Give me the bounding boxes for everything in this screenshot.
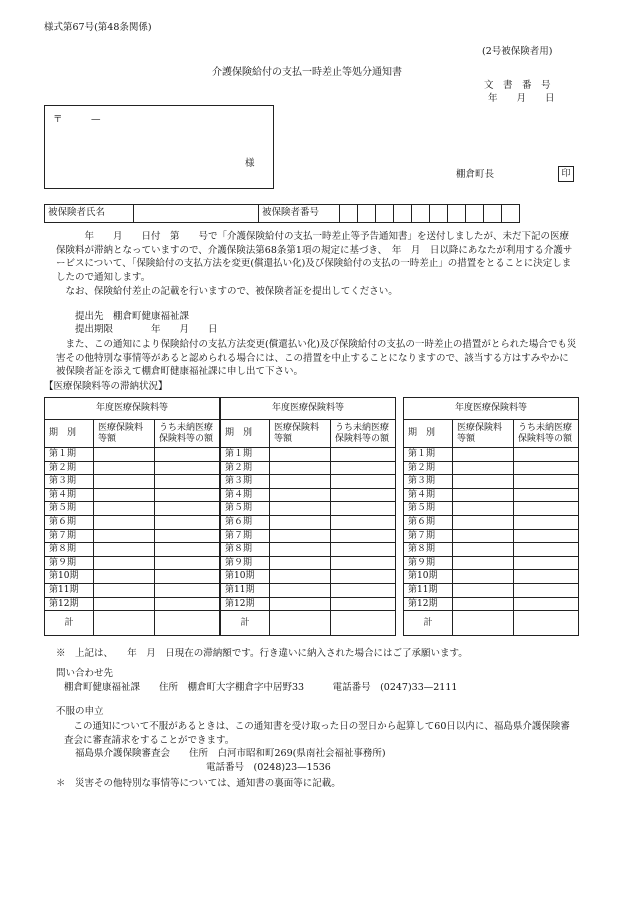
premium-cell xyxy=(94,543,155,557)
table-row xyxy=(221,475,396,489)
period-label: 第１期 xyxy=(45,448,94,462)
table-row xyxy=(404,597,579,611)
seal-mark: 印 xyxy=(558,166,574,182)
table-row xyxy=(404,543,579,557)
honorific: 様 xyxy=(245,158,255,169)
unpaid-cell xyxy=(155,515,220,529)
table-row xyxy=(45,583,220,597)
premium-cell xyxy=(453,515,514,529)
table-row xyxy=(404,529,579,543)
table-row xyxy=(404,502,579,516)
period-label: 第11期 xyxy=(45,583,94,597)
period-label: 第３期 xyxy=(221,475,270,489)
table-row xyxy=(404,461,579,475)
unpaid-cell xyxy=(155,597,220,611)
insured-name-label: 被保険者氏名 xyxy=(45,205,134,223)
table-row xyxy=(221,570,396,584)
table-row xyxy=(45,543,220,557)
table-row xyxy=(221,488,396,502)
period-header: 期 別 xyxy=(45,420,94,448)
period-label: 第４期 xyxy=(45,488,94,502)
total-label: 計 xyxy=(45,611,94,636)
unpaid-cell xyxy=(331,543,396,557)
premium-cell xyxy=(94,570,155,584)
premium-cell xyxy=(453,597,514,611)
unpaid-cell xyxy=(155,488,220,502)
footnote: ＊ 災害その他特別な事情等については、通知書の裏面等に記載。 xyxy=(56,778,341,789)
year-header: 年度医療保険料等 xyxy=(404,398,579,420)
premium-cell xyxy=(94,502,155,516)
period-label: 第２期 xyxy=(45,461,94,475)
unpaid-cell xyxy=(331,529,396,543)
period-label: 第１期 xyxy=(221,448,270,462)
page-title: 介護保険給付の支払一時差止等処分通知書 xyxy=(212,67,402,78)
premium-header: 医療保険料等額 xyxy=(270,420,331,448)
unpaid-cell xyxy=(331,448,396,462)
premium-cell xyxy=(453,583,514,597)
table-row xyxy=(404,570,579,584)
premium-header: 医療保険料等額 xyxy=(94,420,155,448)
total-label: 計 xyxy=(221,611,270,636)
insured-info-table xyxy=(44,204,520,223)
period-label: 第９期 xyxy=(45,556,94,570)
period-label: 第４期 xyxy=(404,488,453,502)
premium-cell xyxy=(453,529,514,543)
table-row xyxy=(45,488,220,502)
unpaid-header: うち未納医療保険料等の額 xyxy=(514,420,579,448)
table-row xyxy=(221,597,396,611)
unpaid-cell xyxy=(331,583,396,597)
period-label: 第10期 xyxy=(221,570,270,584)
unpaid-cell xyxy=(331,475,396,489)
period-label: 第10期 xyxy=(45,570,94,584)
table-row xyxy=(221,448,396,462)
issue-date: 年 月 日 xyxy=(488,93,555,104)
premium-cell xyxy=(270,583,331,597)
unpaid-cell xyxy=(514,488,579,502)
period-label: 第８期 xyxy=(404,543,453,557)
table-row xyxy=(45,515,220,529)
unpaid-cell xyxy=(155,448,220,462)
unpaid-cell xyxy=(331,502,396,516)
premium-cell xyxy=(94,461,155,475)
period-header: 期 別 xyxy=(404,420,453,448)
unpaid-cell xyxy=(514,597,579,611)
appeal-phone: 電話番号 (0248)23—1536 xyxy=(206,762,331,773)
period-label: 第12期 xyxy=(404,597,453,611)
period-label: 第９期 xyxy=(404,556,453,570)
appeal-text: この通知について不服があるときは、この通知書を受け取った日の翌日から起算して60日以内に、福島県介護保険審査会に審査請求をすることができます。 xyxy=(64,721,570,746)
premium-cell xyxy=(270,543,331,557)
period-label: 第11期 xyxy=(404,583,453,597)
unpaid-cell xyxy=(155,529,220,543)
arrears-table xyxy=(44,397,220,636)
period-header: 期 別 xyxy=(221,420,270,448)
premium-cell xyxy=(270,597,331,611)
period-label: 第８期 xyxy=(221,543,270,557)
unpaid-cell xyxy=(514,570,579,584)
premium-cell xyxy=(94,475,155,489)
unpaid-cell xyxy=(514,502,579,516)
period-label: 第５期 xyxy=(404,502,453,516)
table-row xyxy=(404,556,579,570)
period-label: 第２期 xyxy=(404,461,453,475)
period-label: 第12期 xyxy=(221,597,270,611)
period-label: 第５期 xyxy=(221,502,270,516)
table-row xyxy=(404,448,579,462)
premium-cell xyxy=(270,448,331,462)
unpaid-cell xyxy=(514,543,579,557)
premium-cell xyxy=(453,475,514,489)
premium-cell xyxy=(270,475,331,489)
postal-code: 〒 — xyxy=(53,114,101,125)
document-number-label: 文 書 番 号 xyxy=(484,80,551,91)
address-box xyxy=(44,105,274,189)
unpaid-cell xyxy=(155,543,220,557)
unpaid-cell xyxy=(331,570,396,584)
unpaid-cell xyxy=(155,475,220,489)
unpaid-header: うち未納医療保険料等の額 xyxy=(331,420,396,448)
premium-cell xyxy=(270,556,331,570)
appeal-heading: 不服の申立 xyxy=(56,706,104,717)
premium-cell xyxy=(270,515,331,529)
unpaid-cell xyxy=(155,583,220,597)
insured-number-label: 被保険者番号 xyxy=(259,205,340,223)
body-paragraph-2: なお、保険給付差止の記載を行いますので、被保険者証を提出してください。 xyxy=(65,286,398,297)
premium-cell xyxy=(270,502,331,516)
table-row xyxy=(221,583,396,597)
total-unpaid xyxy=(514,611,579,636)
unpaid-cell xyxy=(514,448,579,462)
table-row xyxy=(221,556,396,570)
period-label: 第４期 xyxy=(221,488,270,502)
year-header: 年度医療保険料等 xyxy=(221,398,396,420)
premium-cell xyxy=(453,488,514,502)
premium-cell xyxy=(94,515,155,529)
unpaid-cell xyxy=(155,556,220,570)
unpaid-cell xyxy=(514,461,579,475)
premium-cell xyxy=(94,597,155,611)
table-row xyxy=(45,570,220,584)
year-header: 年度医療保険料等 xyxy=(45,398,220,420)
premium-cell xyxy=(453,502,514,516)
unpaid-cell xyxy=(514,515,579,529)
unpaid-cell xyxy=(514,583,579,597)
arrears-table xyxy=(220,397,396,636)
form-subtype: (2号被保険者用) xyxy=(482,46,553,57)
table-row xyxy=(404,488,579,502)
premium-cell xyxy=(270,529,331,543)
inquiry-line: 棚倉町健康福祉課 住所 棚倉町大字棚倉字中居野33 電話番号 (0247)33—2111 xyxy=(64,682,458,693)
period-label: 第５期 xyxy=(45,502,94,516)
table-row xyxy=(45,556,220,570)
period-label: 第９期 xyxy=(221,556,270,570)
period-label: 第11期 xyxy=(221,583,270,597)
premium-cell xyxy=(94,529,155,543)
table-row xyxy=(45,597,220,611)
table-row xyxy=(45,529,220,543)
period-label: 第１期 xyxy=(404,448,453,462)
unpaid-cell xyxy=(331,488,396,502)
premium-header: 医療保険料等額 xyxy=(453,420,514,448)
submit-to: 提出先 棚倉町健康福祉課 xyxy=(75,311,190,322)
table-row xyxy=(221,543,396,557)
table-row xyxy=(45,502,220,516)
unpaid-cell xyxy=(331,515,396,529)
premium-cell xyxy=(94,488,155,502)
premium-cell xyxy=(270,461,331,475)
total-premium xyxy=(453,611,514,636)
unpaid-cell xyxy=(155,502,220,516)
premium-cell xyxy=(94,448,155,462)
table-row xyxy=(45,461,220,475)
unpaid-cell xyxy=(514,556,579,570)
total-unpaid xyxy=(331,611,396,636)
period-label: 第２期 xyxy=(221,461,270,475)
unpaid-header: うち未納医療保険料等の額 xyxy=(155,420,220,448)
period-label: 第７期 xyxy=(45,529,94,543)
premium-cell xyxy=(94,556,155,570)
table-row xyxy=(221,529,396,543)
period-label: 第３期 xyxy=(45,475,94,489)
inquiry-heading: 問い合わせ先 xyxy=(56,668,114,679)
table-row xyxy=(45,448,220,462)
total-unpaid xyxy=(155,611,220,636)
unpaid-cell xyxy=(331,556,396,570)
unpaid-cell xyxy=(331,461,396,475)
table-row xyxy=(404,515,579,529)
arrears-table xyxy=(403,397,579,636)
total-label: 計 xyxy=(404,611,453,636)
table-row xyxy=(45,475,220,489)
form-number: 様式第67号(第48条関係) xyxy=(44,22,152,33)
note: ※ 上記は、 年 月 日現在の滞納額です。行き違いに納入された場合にはご了承願います。 xyxy=(56,648,468,659)
period-label: 第12期 xyxy=(45,597,94,611)
period-label: 第３期 xyxy=(404,475,453,489)
period-label: 第６期 xyxy=(404,515,453,529)
appeal-body: 福島県介護保険審査会 住所 白河市昭和町269(県南社会福祉事務所) xyxy=(75,748,386,759)
submit-deadline: 提出期限 年 月 日 xyxy=(75,324,218,335)
table-row xyxy=(221,515,396,529)
unpaid-cell xyxy=(514,529,579,543)
premium-cell xyxy=(94,583,155,597)
premium-cell xyxy=(453,461,514,475)
premium-cell xyxy=(453,448,514,462)
total-premium xyxy=(94,611,155,636)
period-label: 第６期 xyxy=(221,515,270,529)
unpaid-cell xyxy=(155,570,220,584)
premium-cell xyxy=(270,488,331,502)
unpaid-cell xyxy=(331,597,396,611)
period-label: 第６期 xyxy=(45,515,94,529)
body-paragraph-1: 年 月 日付 第 号で「介護保険給付の支払一時差止等予告通知書」を送付しましたが、未だ下記の医療保険料が滞納となっていますので、介護保険法第68条第1項の規定に基づき、 年 月 日以降にあなたが利用する介護サービスについて、「保険給付の支払方法を変更(償還払い化)及び保険給付の支払の一時差止」の措置をとることに決定しましたので通知します。 xyxy=(56,231,573,283)
arrears-heading: 【医療保険料等の滞納状況】 xyxy=(44,381,168,392)
premium-cell xyxy=(453,556,514,570)
body-paragraph-3: また、この通知により保険給付の支払方法変更(償還払い化)及び保険給付の支払の一時差止の措置がとられた場合でも災害その他特別な事情等があると認められる場合には、この措置を中止することになりますので、該当する方はすみやかに被保険者証を添えて棚倉町健康福祉課に申し出て下さい。 xyxy=(56,339,577,377)
unpaid-cell xyxy=(155,461,220,475)
table-row xyxy=(404,583,579,597)
table-row xyxy=(221,461,396,475)
premium-cell xyxy=(453,543,514,557)
premium-cell xyxy=(270,570,331,584)
total-premium xyxy=(270,611,331,636)
period-label: 第７期 xyxy=(221,529,270,543)
premium-cell xyxy=(453,570,514,584)
insured-name-value xyxy=(134,205,259,223)
period-label: 第10期 xyxy=(404,570,453,584)
table-row xyxy=(221,502,396,516)
table-row xyxy=(404,475,579,489)
unpaid-cell xyxy=(514,475,579,489)
period-label: 第８期 xyxy=(45,543,94,557)
sender-name: 棚倉町長 xyxy=(456,169,495,180)
period-label: 第７期 xyxy=(404,529,453,543)
